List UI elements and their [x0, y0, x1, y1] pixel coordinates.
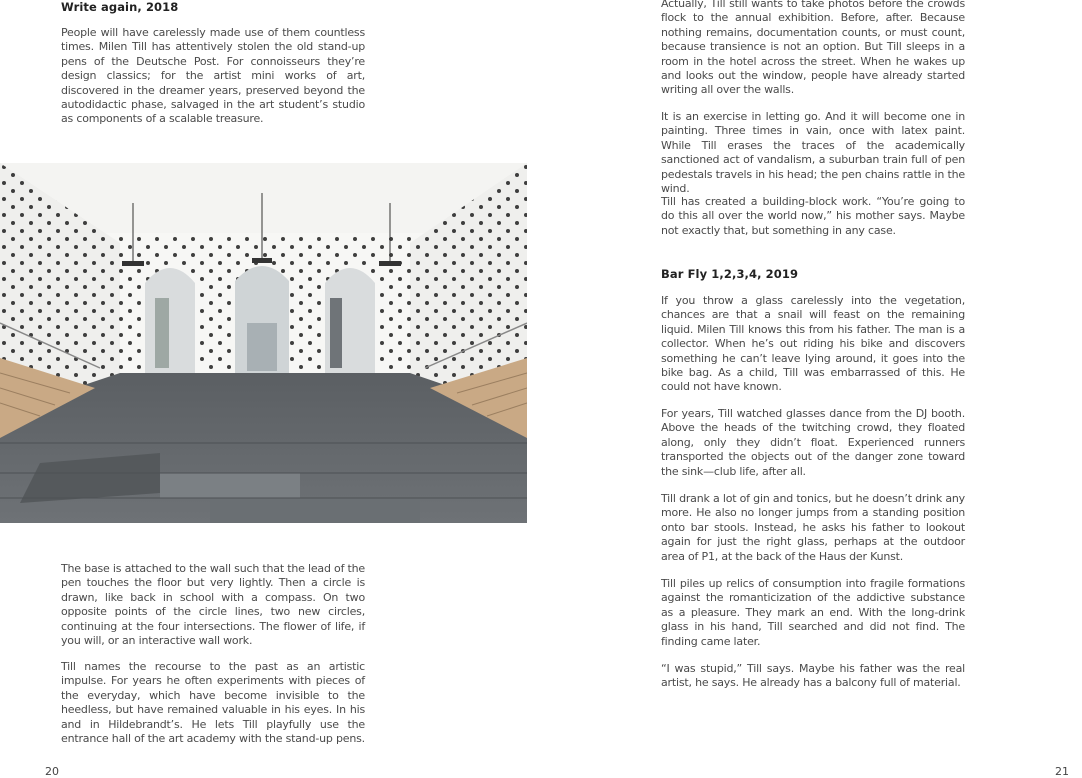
- paragraph: It is an exercise in letting go. And it will become one in painting. Three times in vain, once with latex paint. While Till erases the traces of the academically sanctioned act of vandalism, a suburban train full of pen pedestals travels in his head; the pen chains rattle in the wind.: [661, 110, 965, 196]
- gallery-photo: [0, 163, 527, 523]
- paragraph: Till piles up relics of consumption into fragile formations against the romanticization of the addictive substance as a pleasure. They mark an end. With the long-drink glass in his hand, Till searched and did not find. The finding came later.: [661, 577, 965, 648]
- paragraph: “I was stupid,” Till says. Maybe his father was the real artist, he says. He already has a balcony full of material.: [661, 662, 965, 690]
- paragraph: Actually, Till still wants to take photos before the crowds flock to the annual exhibition. Before, after. Because nothing remains, documentation counts, or must count, because transience is not an option. But Till sleeps in a room in the hotel across the street. When he wakes up and looks out the window, people have already started writing all over the walls.: [661, 0, 965, 97]
- page-number-left: 20: [45, 765, 59, 778]
- paragraph: If you throw a glass carelessly into the vegetation, chances are that a snail will feast on the remaining liquid. Milen Till knows this from his father. The man is a collector. When he’s out riding his bike and discovers something he can’t leave lying around, it goes into the bike bag. As a child, Till was embarrassed of this. He could not have known.: [661, 294, 965, 394]
- page-number-right: 21: [1055, 765, 1069, 778]
- section-heading-write-again: Write again, 2018: [61, 0, 179, 14]
- paragraph: For years, Till watched glasses dance from the DJ booth. Above the heads of the twitching crowd, they floated along, only they didn’t float. Experienced runners transported the objects out of the danger zone toward the sink—club life, after all.: [661, 407, 965, 478]
- paragraph: Till has created a building-block work. “You’re going to do this all over the world now,” his mother says. Maybe not exactly that, but something in any case.: [661, 195, 965, 237]
- paragraph: Till names the recourse to the past as an artistic impulse. For years he often experiments with pieces of the everyday, which have become invisible to the heedless, but have remained valuable in his eyes. In his and in Hildebrandt’s. He lets Till playfully use the entrance hall of the art academy with the stand-up pens.: [61, 660, 365, 746]
- paragraph: People will have carelessly made use of them countless times. Milen Till has attentively stolen the old stand-up pens of the Deutsche Post. For connoisseurs they’re design classics; for the artist mini works of art, discovered in the dreamer years, preserved beyond the autodidactic phase, salvaged in the art student’s studio as components of a scalable treasure.: [61, 26, 365, 126]
- paragraph: Till drank a lot of gin and tonics, but he doesn’t drink any more. He also no longer jumps from a standing position onto bar stools. Instead, he asks his father to lookout again for just the right glass, perhaps at the outdoor area of P1, at the back of the Haus der Kunst.: [661, 492, 965, 563]
- section-heading-bar-fly: Bar Fly 1,2,3,4, 2019: [661, 267, 799, 281]
- paragraph: The base is attached to the wall such that the lead of the pen touches the floor but very lightly. Then a circle is drawn, like back in school with a compass. On two opposite points of the circle lines, two new circles, continuing at the four intersections. The flower of life, if you will, or an interactive wall work.: [61, 562, 365, 648]
